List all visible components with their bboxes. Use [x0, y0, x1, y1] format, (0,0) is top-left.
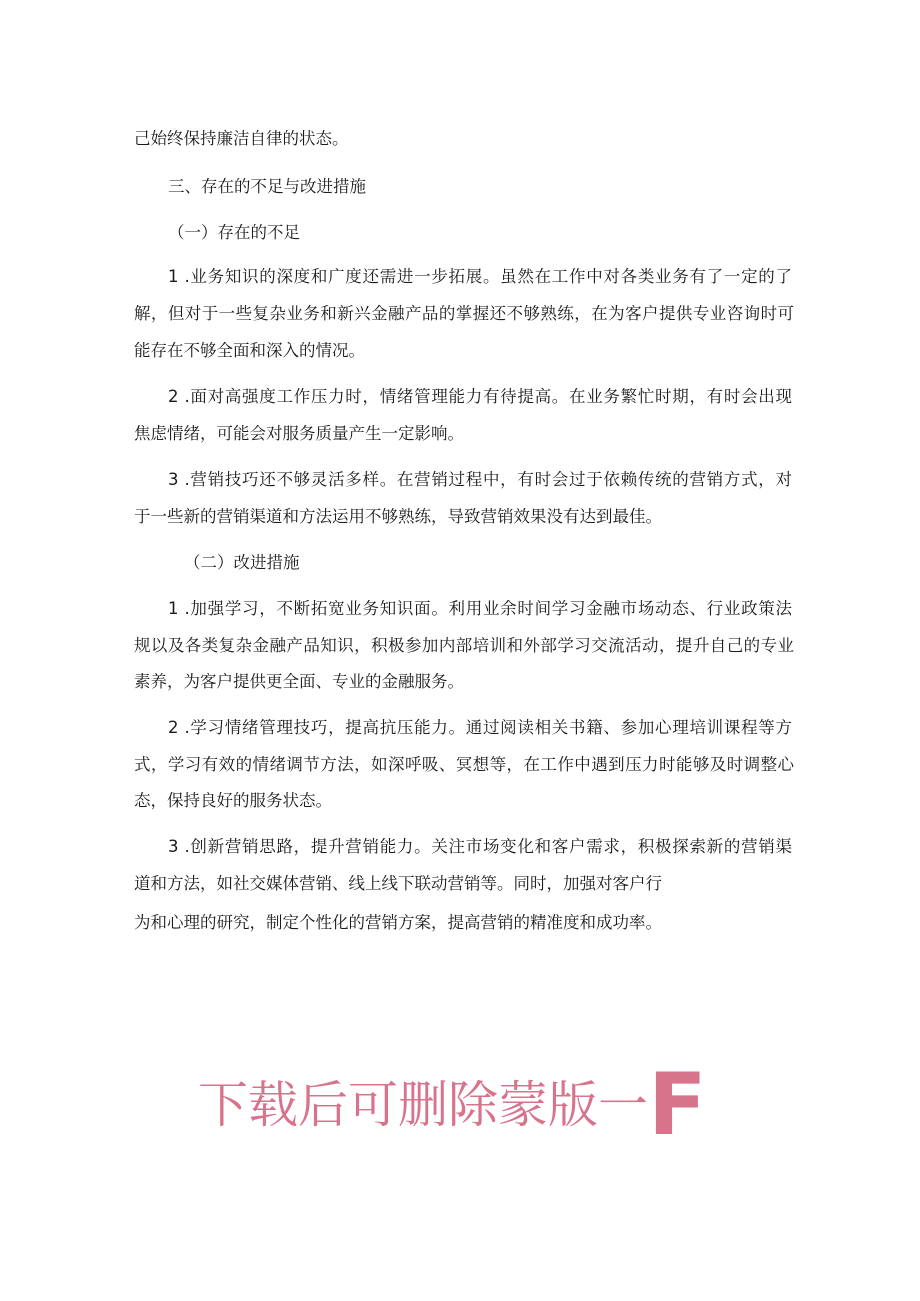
paragraph-line: 己始终保持廉洁自律的状态。	[134, 129, 349, 148]
paragraph-line: 于一些新的营销渠道和方法运用不够熟练，导致营销效果没有达到最佳。	[134, 507, 662, 526]
paragraph-line: 道和方法，如社交媒体营销、线上线下联动营销等。同时，加强对客户行	[134, 874, 662, 893]
paragraph-line: 式，学习有效的情绪调节方法，如深呼吸、冥想等，在工作中遇到压力时能够及时调整心	[134, 755, 794, 774]
paragraph-line: 3 .创新营销思路，提升营销能力。关注市场变化和客户需求，积极探索新的营销渠	[168, 837, 792, 856]
subsection-heading: （二）改进措施	[184, 553, 300, 572]
watermark	[198, 1055, 778, 1155]
paragraph-line: 1 .业务知识的深度和广度还需进一步拓展。虽然在工作中对各类业务有了一定的了	[168, 267, 792, 286]
paragraph-line: 3 .营销技巧还不够灵活多样。在营销过程中，有时会过于依赖传统的营销方式，对	[168, 470, 792, 489]
paragraph-line: 能存在不够全面和深入的情况。	[134, 341, 365, 360]
paragraph-line: 规以及各类复杂金融产品知识，积极参加内部培训和外部学习交流活动，提升自己的专业	[134, 636, 794, 655]
paragraph-line: 解，但对于一些复杂业务和新兴金融产品的掌握还不够熟练，在为客户提供专业咨询时可	[134, 304, 794, 323]
watermark-text: 下载后可删除蒙版一	[198, 1076, 648, 1134]
paragraph-line: 素养，为客户提供更全面、专业的金融服务。	[134, 672, 464, 691]
paragraph-line: 态，保持良好的服务状态。	[134, 791, 332, 810]
paragraph-line: 为和心理的研究，制定个性化的营销方案，提高营销的精准度和成功率。	[134, 913, 662, 932]
paragraph-line: 1 .加强学习，不断拓宽业务知识面。利用业余时间学习金融市场动态、行业政策法	[168, 599, 792, 618]
watermark-letter: F	[648, 1055, 707, 1155]
paragraph-line: 焦虑情绪，可能会对服务质量产生一定影响。	[134, 424, 464, 443]
section-heading: 三、存在的不足与改进措施	[168, 177, 366, 196]
paragraph-line: 2 .学习情绪管理技巧，提高抗压能力。通过阅读相关书籍、参加心理培训课程等方	[168, 718, 792, 737]
paragraph-line: 2 .面对高强度工作压力时，情绪管理能力有待提高。在业务繁忙时期，有时会出现	[168, 387, 792, 406]
subsection-heading: （一）存在的不足	[168, 223, 300, 242]
